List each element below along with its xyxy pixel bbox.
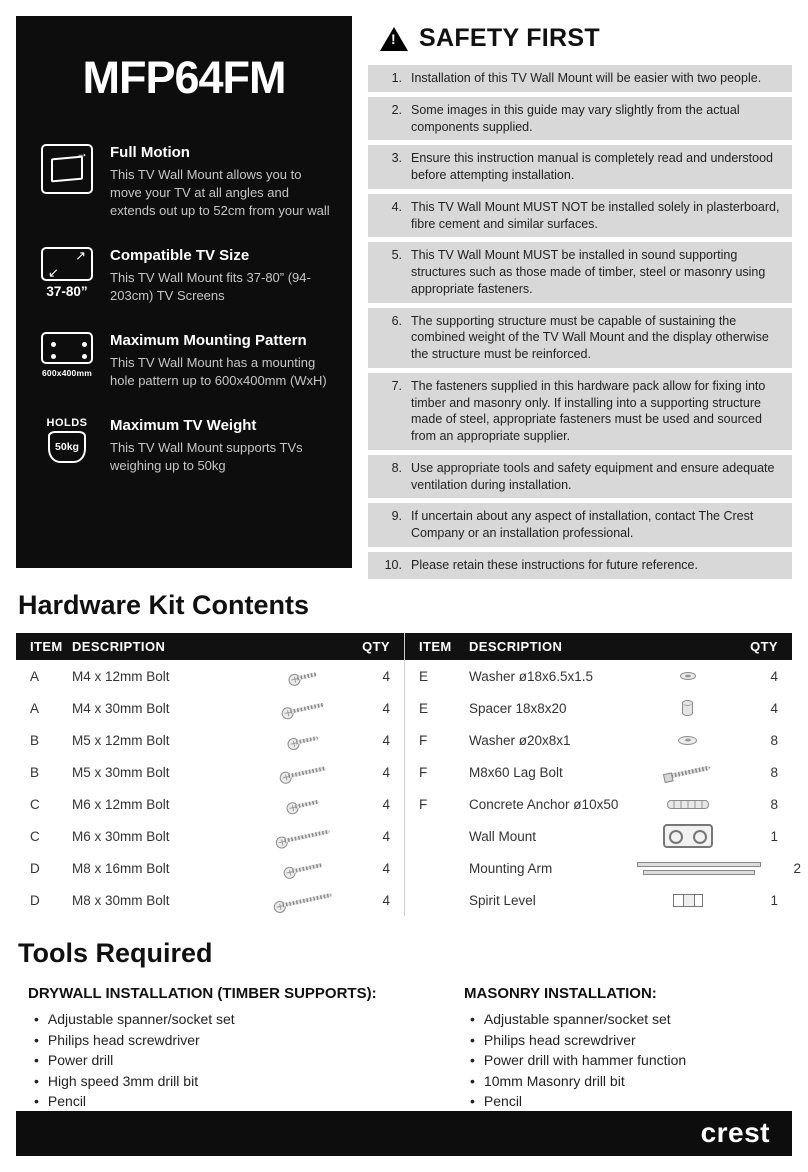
icon-cell <box>637 736 738 745</box>
description-cell: M6 x 12mm Bolt <box>72 796 170 812</box>
safety-item <box>368 373 792 450</box>
column-header-description: DESCRIPTION <box>72 639 166 654</box>
table-row <box>16 820 404 852</box>
tool-item-label: • Philips head screwdriver <box>47 1031 200 1048</box>
tool-item-label: • Adjustable spanner/socket set <box>47 1011 235 1027</box>
tool-item-label: • Adjustable spanner/socket set <box>483 1011 671 1027</box>
feature-description: This TV Wall Mount has a mounting hole pattern up to 600x400mm (WxH) <box>110 354 327 388</box>
qty-cell: 8 <box>770 796 778 812</box>
safety-item-number: 6. <box>391 313 402 328</box>
safety-item <box>368 503 792 547</box>
safety-panel <box>368 16 792 572</box>
qty-cell: 4 <box>382 892 390 908</box>
icon-cell <box>255 703 350 714</box>
tools-column-drywall <box>16 985 404 1111</box>
column-header-qty: QTY <box>750 639 778 654</box>
description-cell: Concrete Anchor ø10x50 <box>469 796 619 812</box>
qty-cell: 8 <box>770 764 778 780</box>
spacer-icon <box>682 700 693 716</box>
description-cell: M4 x 30mm Bolt <box>72 700 170 716</box>
mounting-arm-icon <box>637 862 761 875</box>
tools-section <box>16 985 792 1111</box>
item-cell: A <box>30 668 40 684</box>
icon-frame <box>41 144 93 194</box>
safety-header <box>368 16 792 65</box>
table-row <box>16 692 404 724</box>
tools-list-drywall <box>28 1011 404 1111</box>
feature-title: Full Motion <box>110 144 190 161</box>
safety-item <box>368 97 792 141</box>
feature-item <box>38 417 330 475</box>
spirit-level-icon <box>673 894 703 907</box>
crest-logo: crest <box>700 1117 770 1149</box>
safety-item <box>368 242 792 302</box>
hardware-rows-right <box>405 660 801 916</box>
m4x30-bolt-icon <box>280 698 325 718</box>
icon-cell <box>255 863 350 874</box>
icon-cell <box>637 672 738 680</box>
description-cell: M8 x 30mm Bolt <box>72 892 170 908</box>
tool-item-label: • Pencil <box>47 1093 87 1109</box>
description-cell: M8 x 16mm Bolt <box>72 860 170 876</box>
icon-cell <box>255 799 350 810</box>
safety-item-number: 10. <box>384 557 402 572</box>
feature-text <box>110 144 330 220</box>
mounting-pattern-icon <box>38 332 96 390</box>
icon-bottom-label: 50kg <box>48 431 86 463</box>
concrete-anchor-icon <box>667 800 709 809</box>
qty-cell: 4 <box>382 860 390 876</box>
tool-item <box>470 1011 792 1029</box>
icon-cell <box>255 671 350 682</box>
safety-item-text: This TV Wall Mount MUST NOT be installed solely in plasterboard, fibre cement and similar surfaces. <box>411 199 780 231</box>
tv-weight-icon <box>38 417 96 475</box>
feature-title: Maximum Mounting Pattern <box>110 331 307 349</box>
footer <box>16 1111 792 1157</box>
item-cell: E <box>419 668 429 684</box>
table-row <box>16 756 404 788</box>
tool-item-label: • Philips head screwdriver <box>483 1031 636 1048</box>
icon-cell <box>637 767 738 777</box>
item-cell: C <box>30 796 40 812</box>
safety-item-text: Use appropriate tools and safety equipment and ensure adequate ventilation during installation. <box>411 460 775 492</box>
description-cell: Spacer 18x8x20 <box>469 700 567 716</box>
safety-item-text: The fasteners supplied in this hardware pack allow for fixing into timber and masonry only. If installing into a supporting structure made of steel, appropriate fasteners must be used and sourced from an appropriate supplier. <box>411 378 766 443</box>
table-row <box>405 724 792 756</box>
qty-cell: 4 <box>382 700 390 716</box>
tool-item <box>470 1052 792 1070</box>
warning-icon <box>380 27 408 51</box>
table-row <box>405 852 801 884</box>
m6x12-bolt-icon <box>285 795 321 813</box>
table-row <box>405 660 792 692</box>
safety-item-number: 9. <box>391 509 402 524</box>
description-cell: Washer ø18x6.5x1.5 <box>469 668 594 684</box>
table-row <box>16 724 404 756</box>
table-row <box>16 660 404 692</box>
item-cell: A <box>30 700 40 716</box>
safety-item-text: This TV Wall Mount MUST be installed in sound supporting structures such as those made of timber, steel or masonry using appropriate fasteners. <box>411 248 766 296</box>
feature-text <box>110 247 330 305</box>
column-header-qty: QTY <box>362 639 390 654</box>
m4x12-bolt-icon <box>287 668 319 685</box>
full-motion-icon <box>38 144 96 220</box>
item-cell: B <box>30 732 40 748</box>
safety-item <box>368 145 792 189</box>
hardware-table-right <box>404 633 801 916</box>
feature-item <box>38 332 330 390</box>
item-cell: D <box>30 892 40 908</box>
qty-cell: 4 <box>382 668 390 684</box>
item-cell: B <box>30 764 40 780</box>
qty-cell: 4 <box>770 668 778 684</box>
item-cell: E <box>419 700 429 716</box>
description-cell: M8x60 Lag Bolt <box>469 764 563 780</box>
item-cell: F <box>419 764 428 780</box>
description-cell: M5 x 12mm Bolt <box>72 732 170 748</box>
icon-cell <box>637 800 738 809</box>
safety-item-number: 4. <box>391 199 402 214</box>
icon-cell <box>637 862 761 875</box>
washer-18-icon <box>680 672 696 680</box>
safety-item-text: Ensure this instruction manual is completely read and understood before attempting installation. <box>411 151 774 182</box>
feature-item <box>38 247 330 305</box>
safety-item-text: Please retain these instructions for future reference. <box>411 557 698 572</box>
safety-item-text: If uncertain about any aspect of installation, contact The Crest Company or an installation professional. <box>411 509 754 540</box>
washer-20-icon <box>678 736 697 745</box>
icon-cell <box>637 824 738 848</box>
item-cell: D <box>30 860 40 876</box>
feature-description: This TV Wall Mount fits 37-80” (94-203cm) TV Screens <box>110 269 311 303</box>
wall-mount-icon <box>663 824 713 848</box>
table-row <box>405 820 792 852</box>
safety-item-text: Installation of this TV Wall Mount will be easier with two people. <box>411 71 762 85</box>
description-cell: Spirit Level <box>469 892 536 908</box>
safety-item-number: 2. <box>391 102 402 117</box>
description-cell: Mounting Arm <box>469 860 553 876</box>
safety-item-number: 7. <box>391 378 402 393</box>
feature-title: Maximum TV Weight <box>110 416 257 434</box>
tools-heading-drywall: DRYWALL INSTALLATION (TIMBER SUPPORTS): <box>28 985 377 1002</box>
icon-cell <box>255 895 350 906</box>
tool-item <box>34 1073 404 1091</box>
tool-item-label: • Power drill with hammer function <box>483 1052 687 1068</box>
qty-cell: 4 <box>382 828 390 844</box>
item-cell: C <box>30 828 40 844</box>
tool-item-label: • High speed 3mm drill bit <box>47 1072 199 1089</box>
tool-item-label: • Pencil <box>483 1093 523 1109</box>
table-row <box>16 884 404 916</box>
icon-frame <box>41 332 93 364</box>
feature-text <box>110 332 330 390</box>
tool-item <box>34 1052 404 1070</box>
tool-item-label: • Power drill <box>47 1052 114 1068</box>
qty-cell: 8 <box>770 732 778 748</box>
icon-cell <box>637 894 738 907</box>
description-cell: M6 x 30mm Bolt <box>72 828 170 844</box>
table-row <box>405 884 792 916</box>
description-cell: M5 x 30mm Bolt <box>72 764 170 780</box>
hardware-title: Hardware Kit Contents <box>18 590 310 620</box>
hardware-table <box>16 633 801 916</box>
table-row <box>405 692 792 724</box>
feature-description: This TV Wall Mount supports TVs weighing up to 50kg <box>110 439 303 473</box>
description-cell: M4 x 12mm Bolt <box>72 668 170 684</box>
feature-text <box>110 417 330 475</box>
description-cell: Wall Mount <box>469 828 537 844</box>
tool-item-label: • 10mm Masonry drill bit <box>483 1072 625 1089</box>
safety-item <box>368 455 792 499</box>
m8x16-bolt-icon <box>282 858 323 877</box>
description-cell: Washer ø20x8x1 <box>469 732 571 748</box>
safety-item-text: Some images in this guide may vary slightly from the actual components supplied. <box>411 102 740 134</box>
icon-bottom-label: 600x400mm <box>41 367 92 378</box>
qty-cell: 4 <box>382 796 390 812</box>
safety-item-number: 3. <box>391 151 402 166</box>
icon-cell <box>637 700 738 716</box>
m5x30-bolt-icon <box>278 762 327 783</box>
icon-frame <box>41 247 93 281</box>
hardware-table-header <box>405 633 792 660</box>
tools-heading-masonry: MASONRY INSTALLATION: <box>464 985 657 1002</box>
qty-cell: 1 <box>770 892 778 908</box>
qty-cell: 4 <box>770 700 778 716</box>
safety-item-number: 8. <box>391 460 402 475</box>
product-panel <box>16 16 352 568</box>
safety-title: SAFETY FIRST <box>419 24 600 52</box>
icon-bottom-label: 37-80” <box>46 283 88 299</box>
hardware-table-left <box>16 633 404 916</box>
safety-item-number: 5. <box>391 248 402 263</box>
safety-item <box>368 194 792 238</box>
qty-cell: 1 <box>770 828 778 844</box>
safety-item-number: 1. <box>391 71 402 85</box>
feature-title: Compatible TV Size <box>110 246 250 264</box>
qty-cell: 4 <box>382 732 390 748</box>
hardware-table-header <box>16 633 404 660</box>
column-header-item: ITEM <box>30 639 63 654</box>
safety-item <box>368 65 792 92</box>
tool-item <box>34 1011 404 1029</box>
icon-top-label: HOLDS <box>46 416 88 429</box>
icon-cell <box>255 735 350 746</box>
tools-column-masonry <box>404 985 792 1111</box>
item-cell: F <box>419 732 428 748</box>
tool-item <box>34 1093 404 1111</box>
tool-item <box>470 1032 792 1050</box>
icon-cell <box>255 831 350 842</box>
qty-cell: 2 <box>793 860 801 876</box>
table-row <box>16 852 404 884</box>
product-model: MFP64FM <box>82 52 286 103</box>
top-section <box>16 16 792 572</box>
qty-cell: 4 <box>382 764 390 780</box>
tools-title: Tools Required <box>18 938 213 968</box>
icon-cell <box>255 767 350 778</box>
safety-item-text: The supporting structure must be capable of sustaining the combined weight of the TV Wall Mount and the display otherwise the structure must be reinforced. <box>411 313 769 361</box>
safety-list <box>368 65 792 579</box>
feature-list <box>38 144 330 474</box>
table-row <box>16 788 404 820</box>
feature-item <box>38 144 330 220</box>
lag-bolt-icon <box>662 762 713 782</box>
tool-item <box>470 1093 792 1111</box>
table-row <box>405 756 792 788</box>
safety-item <box>368 552 792 579</box>
table-row <box>405 788 792 820</box>
tool-item <box>34 1032 404 1050</box>
m5x12-bolt-icon <box>286 731 320 748</box>
feature-description: This TV Wall Mount allows you to move your TV at all angles and extends out up to 52cm from your wall <box>110 167 330 218</box>
tv-size-icon <box>38 247 96 305</box>
m8x30-bolt-icon <box>272 888 333 911</box>
column-header-description: DESCRIPTION <box>469 639 563 654</box>
safety-item <box>368 308 792 368</box>
hardware-rows-left <box>16 660 404 916</box>
column-header-item: ITEM <box>419 639 452 654</box>
tools-list-masonry <box>464 1011 792 1111</box>
m6x30-bolt-icon <box>274 825 331 847</box>
tool-item <box>470 1073 792 1091</box>
item-cell: F <box>419 796 428 812</box>
